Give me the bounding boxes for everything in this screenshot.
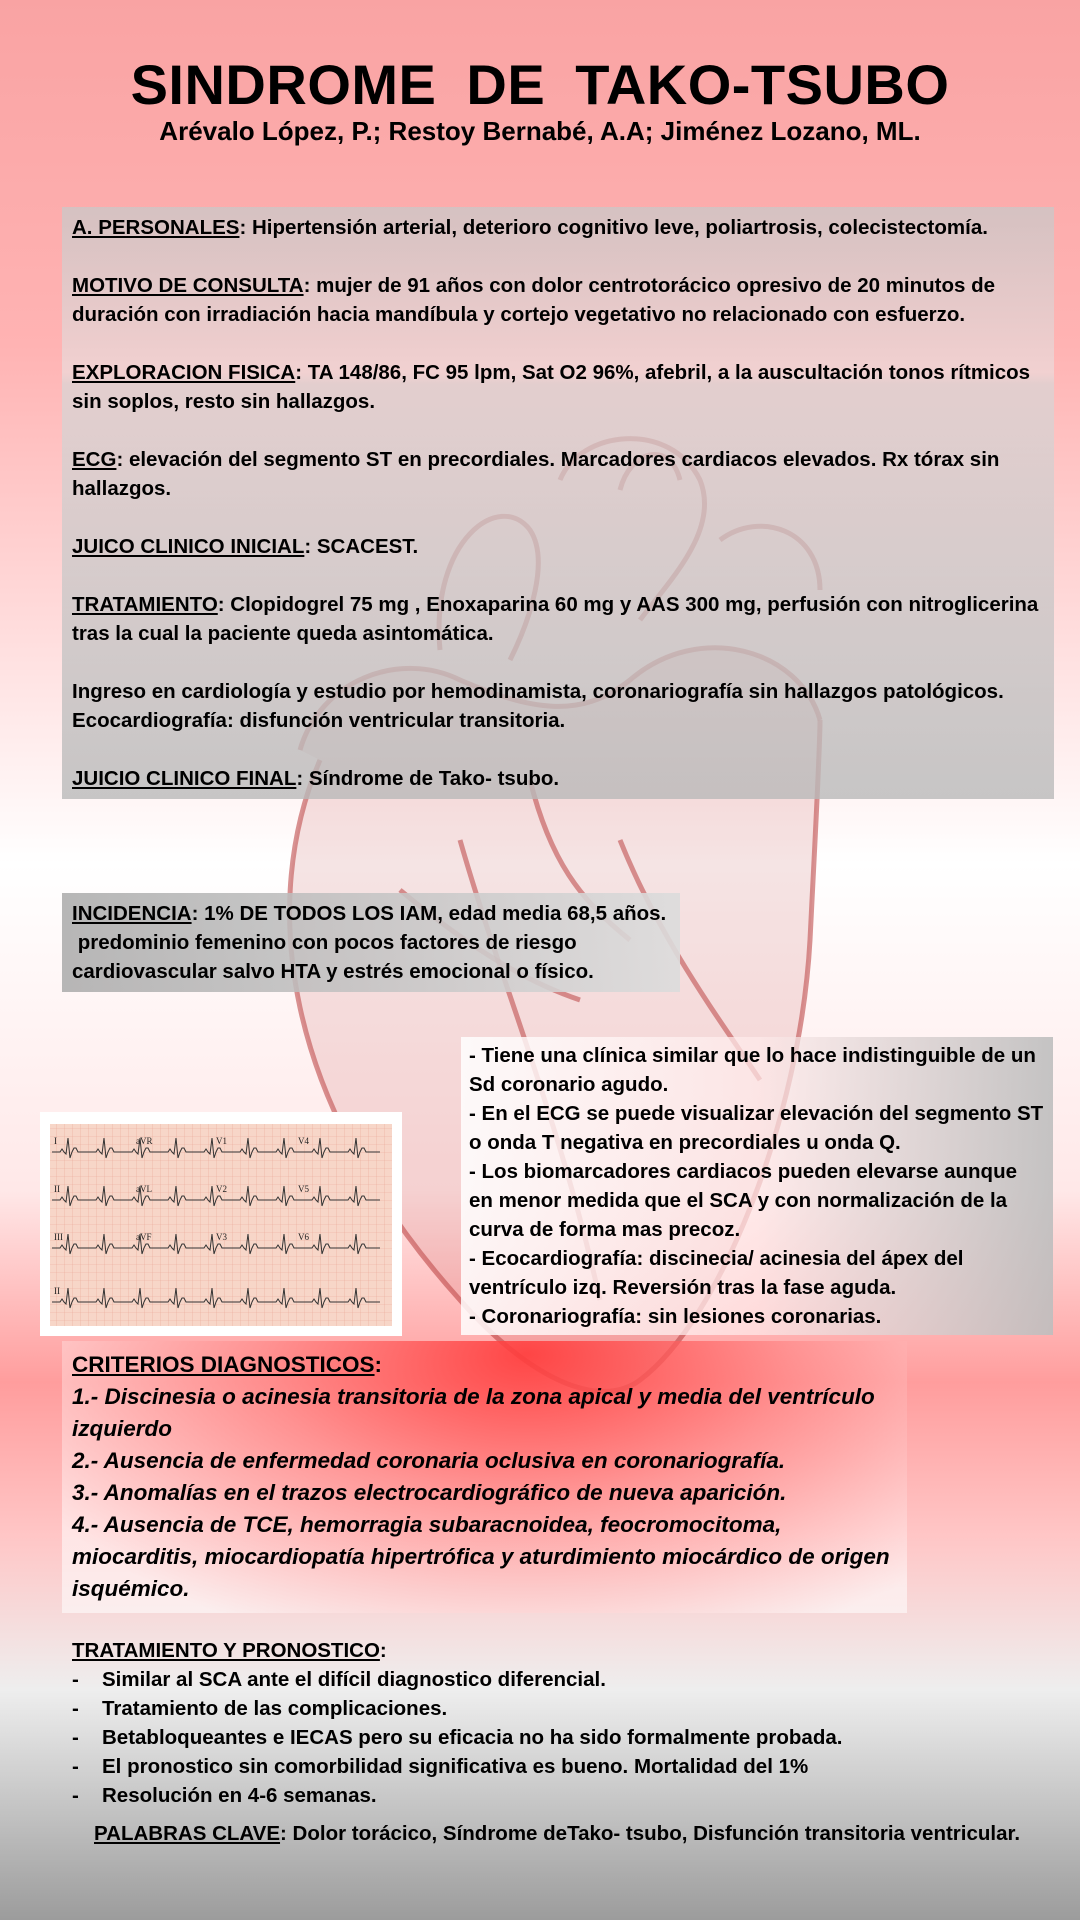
- criteria-label: CRITERIOS DIAGNOSTICOS: [72, 1352, 375, 1377]
- treatment-item: - Similar al SCA ante el difícil diagnostico diferencial.: [72, 1665, 1012, 1694]
- antecedentes-text: : Hipertensión arterial, deterioro cognitivo leve, poliartrosis, colecistectomía.: [239, 216, 988, 239]
- motivo-label: MOTIVO DE CONSULTA: [72, 274, 304, 297]
- criteria-item: 4.- Ausencia de TCE, hemorragia subaracnoidea, feocromocitoma, miocarditis, miocardiopatía hipertrófica y aturdimiento miocárdico de origen isquémico.: [72, 1512, 890, 1601]
- ecg-tracing-image: [40, 1112, 402, 1336]
- treatment-item: - El pronostico sin comorbilidad significativa es bueno. Mortalidad del 1%: [72, 1752, 1012, 1781]
- criteria-item: 3.- Anomalías en el trazos electrocardiográfico de nueva aparición.: [72, 1480, 787, 1505]
- poster-title: SINDROME DE TAKO-TSUBO: [130, 53, 950, 116]
- tratamiento-label: TRATAMIENTO: [72, 593, 218, 616]
- feature-item: - Coronariografía: sin lesiones coronarias.: [469, 1305, 882, 1328]
- criteria-heading: [72, 1349, 897, 1381]
- antecedentes-paragraph: [72, 213, 1044, 242]
- criteria-item: 1.- Discinesia o acinesia transitoria de la zona apical y media del ventrículo izquierdo: [72, 1384, 875, 1441]
- treatment-item: - Tratamiento de las complicaciones.: [72, 1694, 1012, 1723]
- juicio-inicial-text: : SCACEST.: [304, 535, 419, 558]
- motivo-text: : mujer de 91 años con dolor centrotorácico opresivo de 20 minutos de duración con irradiación hacia mandíbula y cortejo vegetativo no relacionado con esfuerzo.: [72, 274, 996, 326]
- clinical-features-box: [461, 1037, 1053, 1335]
- ecg-lead-label: aVF: [136, 1232, 152, 1242]
- case-report-box: [62, 207, 1054, 799]
- feature-item: - Los biomarcadores cardiacos pueden elevarse aunque en menor medida que el SCA y con normalización de la curva de forma mas precoz.: [469, 1160, 1018, 1241]
- ecg-lead-label: V5: [298, 1184, 309, 1194]
- keywords-label: PALABRAS CLAVE: [94, 1822, 281, 1845]
- feature-item: - En el ECG se puede visualizar elevación del segmento ST o onda T negativa en precordiales u onda Q.: [469, 1102, 1044, 1154]
- ecg-lead-label: I: [54, 1136, 57, 1146]
- poster-authors: Arévalo López, P.; Restoy Bernabé, A.A; Jiménez Lozano, ML.: [159, 116, 921, 146]
- exploracion-label: EXPLORACION FISICA: [72, 361, 296, 384]
- feature-item: - Tiene una clínica similar que lo hace indistinguible de un Sd coronario agudo.: [469, 1044, 1036, 1096]
- treatment-label: TRATAMIENTO Y PRONOSTICO: [72, 1639, 380, 1662]
- tratamiento-text: : Clopidogrel 75 mg , Enoxaparina 60 mg y AAS 300 mg, perfusión con nitroglicerina tras la cual la paciente queda asintomática.: [72, 593, 1039, 645]
- treatment-list: [72, 1665, 1012, 1810]
- criteria-item: 2.- Ausencia de enfermedad coronaria oclusiva en coronariografía.: [72, 1448, 786, 1473]
- treatment-item: - Betabloqueantes e IECAS pero su eficacia no ha sido formalmente probada.: [72, 1723, 1012, 1752]
- exploracion-paragraph: [72, 358, 1044, 416]
- incidence-line-1: [72, 899, 670, 928]
- ecg-text: : elevación del segmento ST en precordiales. Marcadores cardiacos elevados. Rx tórax sin hallazgos.: [72, 448, 1000, 500]
- ecg-lead-label: aVR: [136, 1136, 153, 1146]
- diagnostic-criteria-box: [62, 1341, 907, 1613]
- incidence-box: [62, 893, 680, 992]
- ecg-lead-label: V4: [298, 1136, 309, 1146]
- antecedentes-label: A. PERSONALES: [72, 216, 240, 239]
- ecg-lead-label: aVL: [136, 1184, 152, 1194]
- ecg-lead-label: V2: [216, 1184, 227, 1194]
- treatment-prognosis-section: [62, 1636, 1022, 1810]
- treatment-heading: [72, 1636, 1012, 1665]
- juicio-final-paragraph: [72, 764, 1044, 793]
- treatment-colon: :: [379, 1639, 387, 1662]
- ecg-lead-label: II: [54, 1286, 60, 1296]
- incidence-line-2: predominio femenino con pocos factores de riesgo cardiovascular salvo HTA y estrés emocional o físico.: [72, 931, 594, 983]
- ecg-lead-label: III: [54, 1232, 63, 1242]
- treatment-item: - Resolución en 4-6 semanas.: [72, 1781, 1012, 1810]
- juicio-final-label: JUICIO CLINICO FINAL: [72, 767, 297, 790]
- tratamiento-paragraph: [72, 590, 1044, 648]
- juicio-inicial-label: JUICO CLINICO INICIAL: [72, 535, 305, 558]
- keywords: [94, 1822, 1020, 1846]
- ingreso-paragraph: Ingreso en cardiología y estudio por hemodinamista, coronariografía sin hallazgos patológicos. Ecocardiografía: disfunción ventricular transitoria.: [72, 680, 1004, 732]
- ecg-lead-label: V6: [298, 1232, 309, 1242]
- feature-item: - Ecocardiografía: discinecia/ acinesia del ápex del ventrículo izq. Reversión tras la fase aguda.: [469, 1247, 964, 1299]
- keywords-text: : Dolor torácico, Síndrome deTako- tsubo, Disfunción transitoria ventricular.: [280, 1822, 1021, 1845]
- incidence-label: INCIDENCIA: [72, 902, 192, 925]
- ecg-lead-label: II: [54, 1184, 60, 1194]
- ecg-label: ECG: [72, 448, 117, 471]
- criteria-colon: :: [374, 1352, 383, 1377]
- exploracion-text: : TA 148/86, FC 95 lpm, Sat O2 96%, afebril, a la auscultación tonos rítmicos sin soplos, resto sin hallazgos.: [72, 361, 1031, 413]
- ecg-paragraph: [72, 445, 1044, 503]
- ecg-lead-label: V1: [216, 1136, 227, 1146]
- incidence-text: : 1% DE TODOS LOS IAM, edad media 68,5 años.: [191, 902, 667, 925]
- ecg-lead-label: V3: [216, 1232, 227, 1242]
- motivo-paragraph: [72, 271, 1044, 329]
- juicio-final-text: : Síndrome de Tako- tsubo.: [296, 767, 560, 790]
- juicio-inicial-paragraph: [72, 532, 1044, 561]
